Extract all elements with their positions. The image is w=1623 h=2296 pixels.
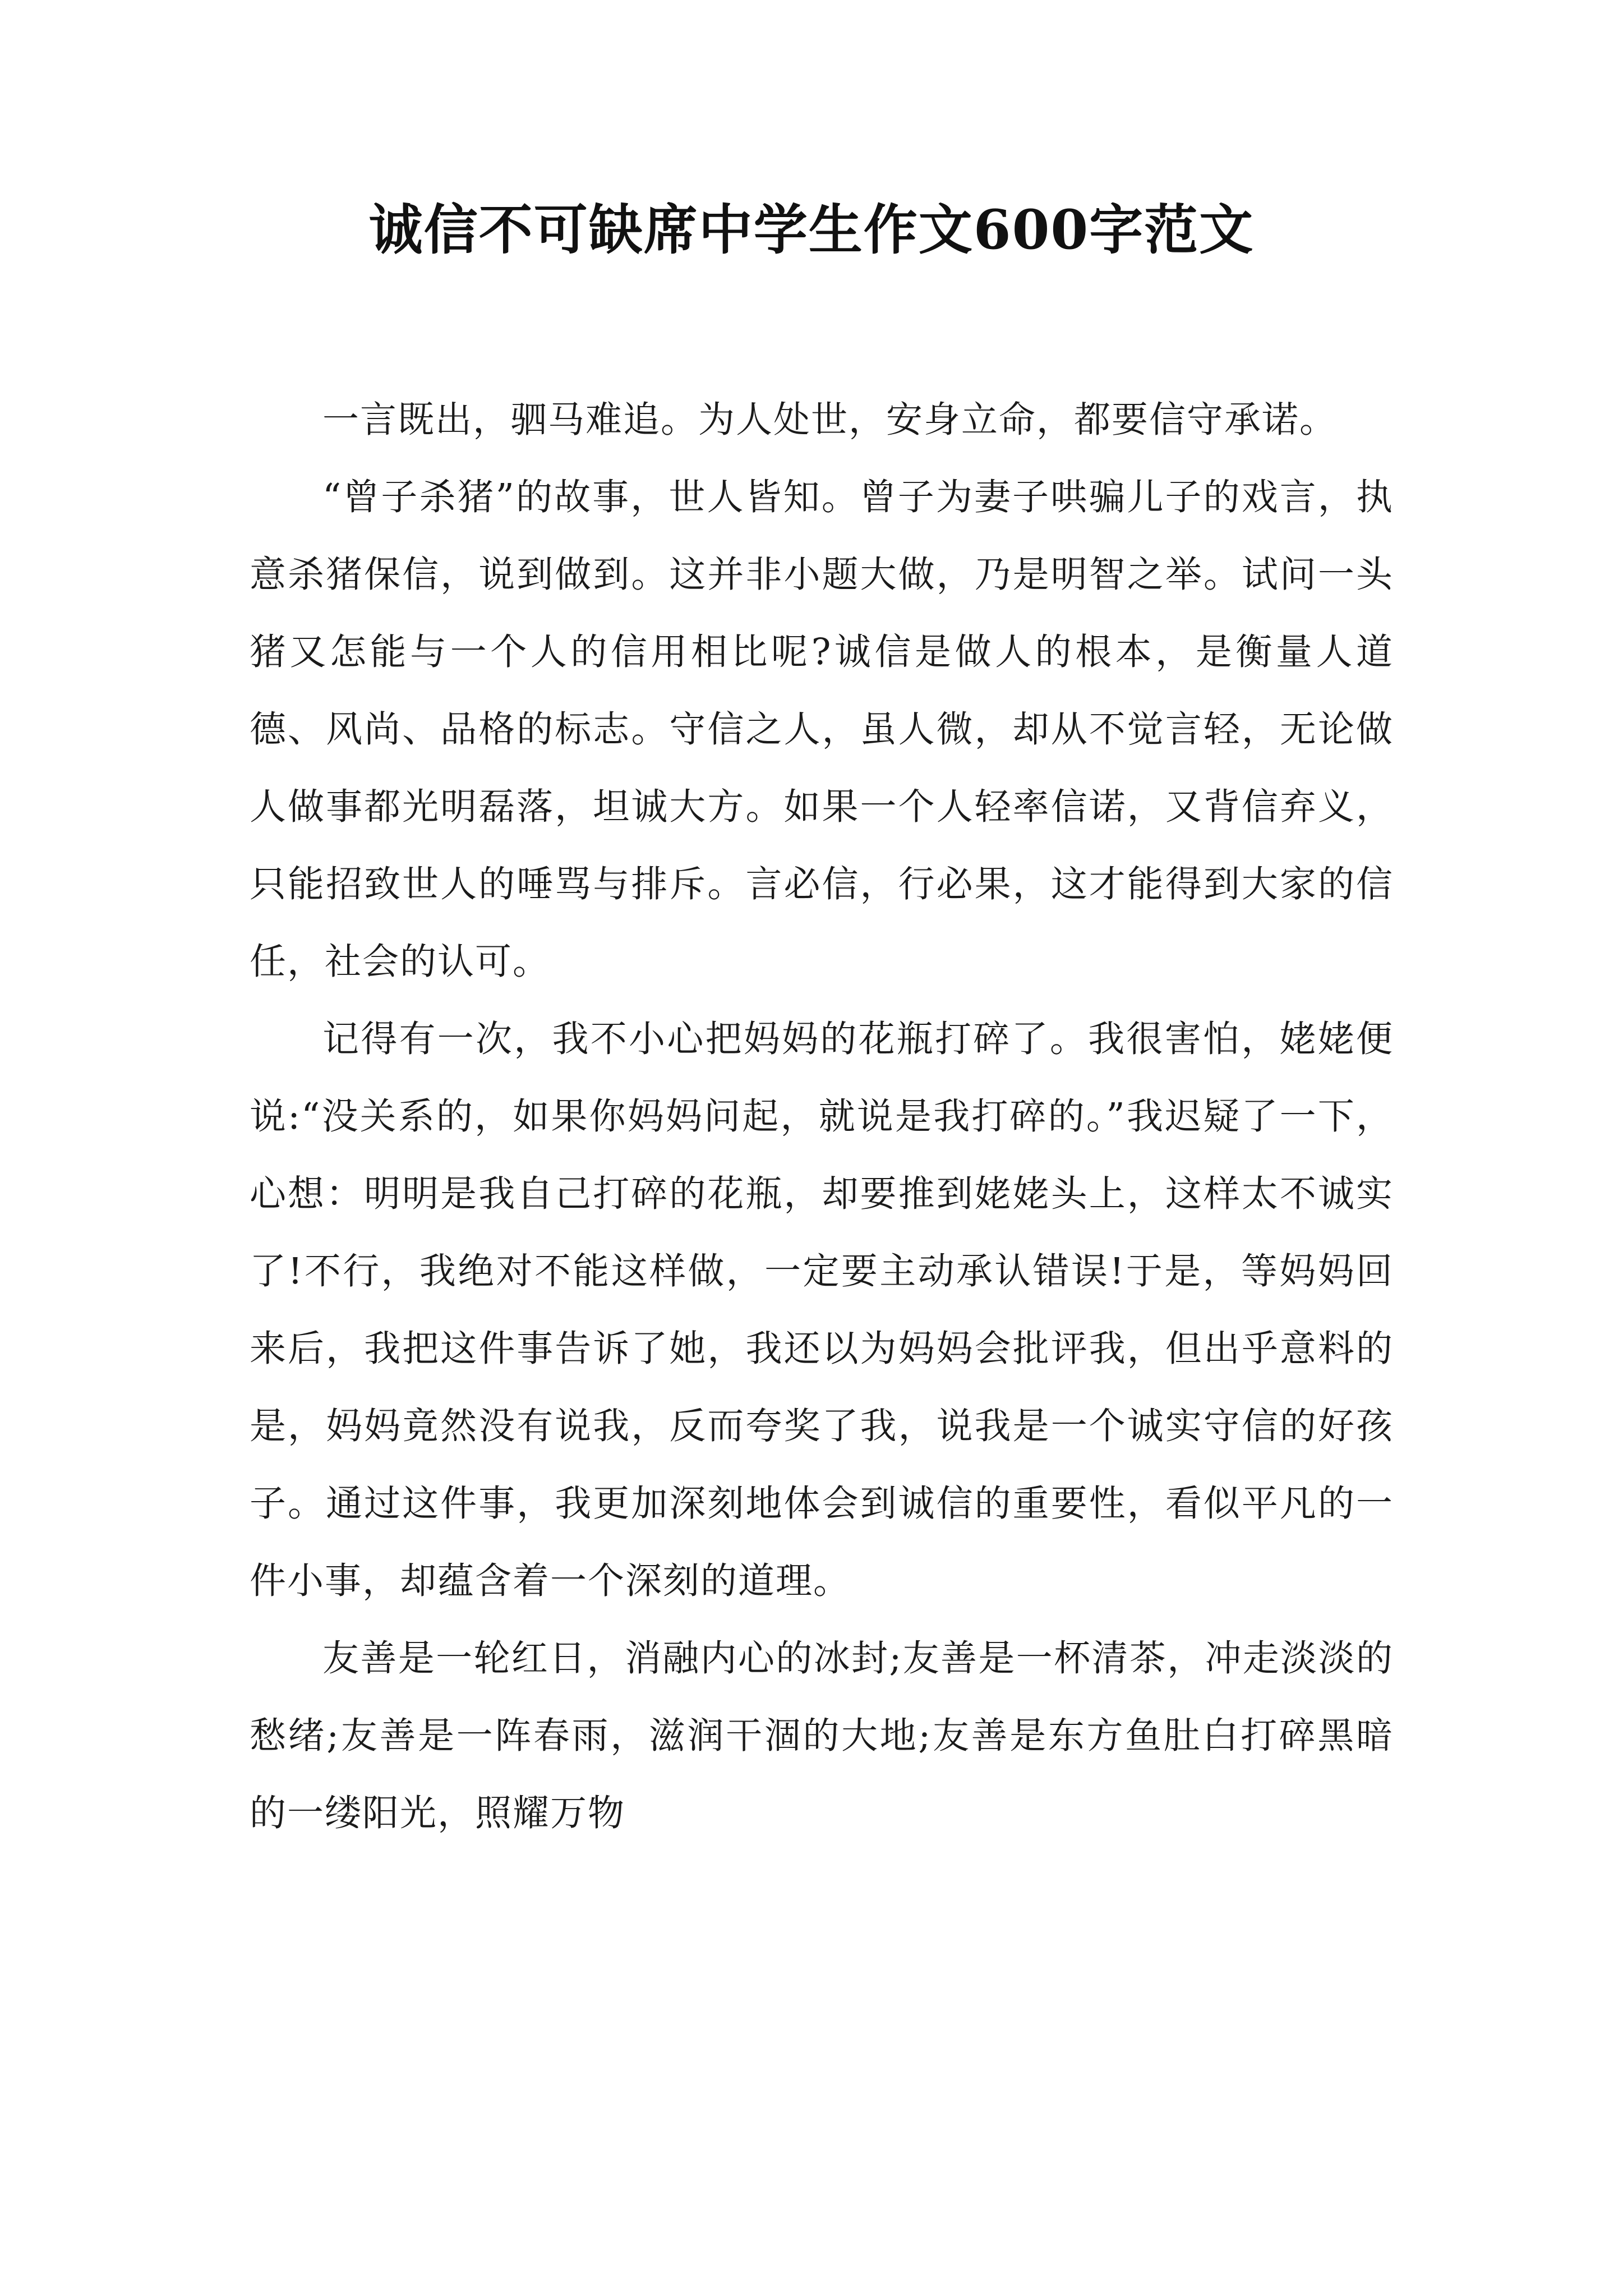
paragraph: 记得有一次，我不小心把妈妈的花瓶打碎了。我很害怕，姥姥便说:“没关系的，如果你妈妈问起，就说是我打碎的。”我迟疑了一下，心想：明明是我自己打碎的花瓶，却要推到姥姥头上，这样太不诚实了!不行，我绝对不能这样做，一定要主动承认错误!于是，等妈妈回来后，我把这件事告诉了她，我还以为妈妈会批评我，但出乎意料的是，妈妈竟然没有说我，反而夸奖了我，说我是一个诚实守信的好孩子。通过这件事，我更加深刻地体会到诚信的重要性，看似平凡的一件小事，却蕴含着一个深刻的道理。 bbox=[250, 1018, 1394, 1602]
paragraph: 一言既出，驷马难追。为人处世，安身立命，都要信守承诺。 bbox=[322, 399, 1338, 441]
document-title: 诚信不可缺席中学生作文600字范文 bbox=[368, 198, 1255, 261]
paragraph: 友善是一轮红日，消融内心的冰封;友善是一杯清茶，冲走淡淡的愁绪;友善是一阵春雨，滋润干涸的大地;友善是东方鱼肚白打碎黑暗的一缕阳光，照耀万物 bbox=[250, 1637, 1394, 1834]
document-body bbox=[250, 381, 1394, 1852]
paragraph: “曾子杀猪”的故事，世人皆知。曾子为妻子哄骗儿子的戏言，执意杀猪保信，说到做到。这并非小题大做，乃是明智之举。试问一头猪又怎能与一个人的信用相比呢?诚信是做人的根本，是衡量人道德、风尚、品格的标志。守信之人，虽人微，却从不觉言轻，无论做人做事都光明磊落，坦诚大方。如果一个人轻率信诺，又背信弃义，只能招致世人的唾骂与排斥。言必信，行必果，这才能得到大家的信任，社会的认可。 bbox=[250, 476, 1394, 983]
